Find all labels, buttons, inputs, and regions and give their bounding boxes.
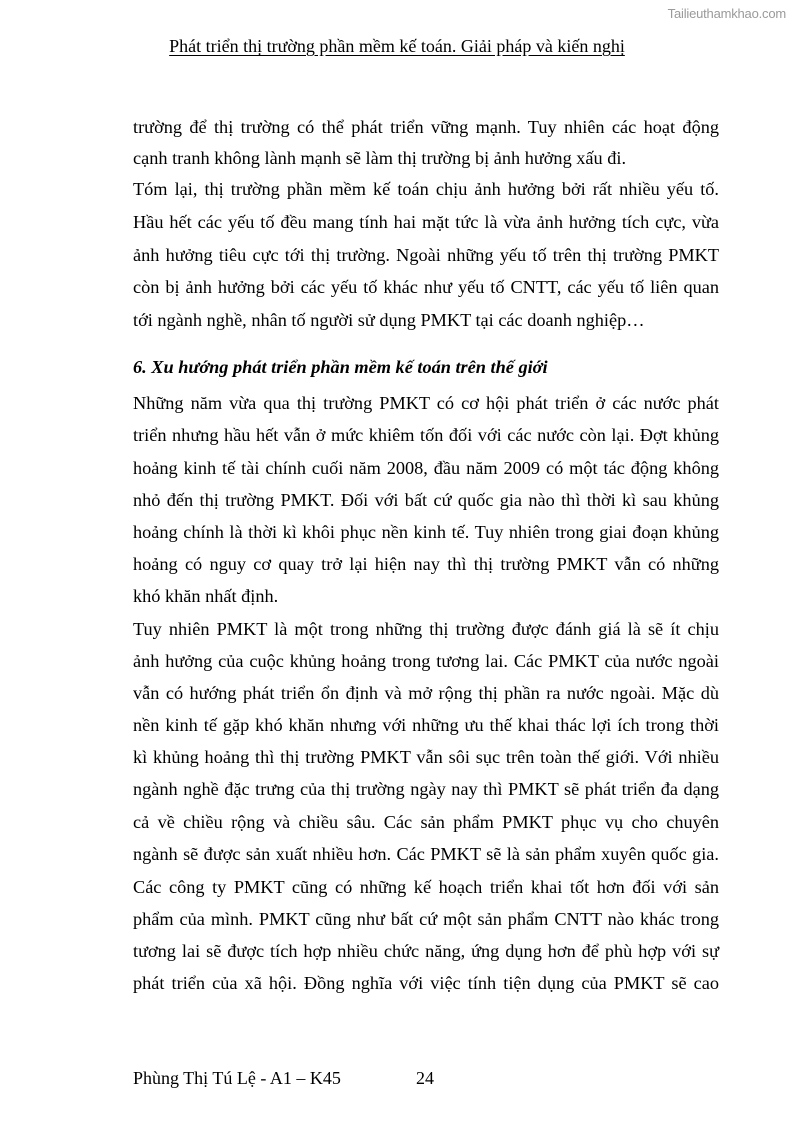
paragraph-line: ảnh hưởng tiêu cực tới thị trường. Ngoài những yếu tố trên thị trường PMKT bbox=[133, 245, 719, 265]
watermark: Tailieuthamkhao.com bbox=[667, 6, 786, 21]
paragraph-line: cạnh tranh không lành mạnh sẽ làm thị trường bị ảnh hưởng xấu đi. bbox=[133, 148, 627, 168]
paragraph-line: Các công ty PMKT cũng có những kế hoạch triển khai tốt hơn đối với sản bbox=[133, 877, 719, 897]
paragraph-line: khó khăn nhất định. bbox=[133, 586, 279, 606]
paragraph-line: Tuy nhiên PMKT là một trong những thị trường được đánh giá là sẽ ít chịu bbox=[133, 619, 719, 639]
paragraph-line: tương lai sẽ được tích hợp nhiều chức năng, ứng dụng hơn để phù hợp với sự bbox=[133, 941, 719, 961]
paragraph-line: phẩm của mình. PMKT cũng như bất cứ một sản phẩm CNTT nào khác trong bbox=[133, 909, 719, 929]
paragraph-line: hoảng kinh tế tài chính cuối năm 2008, đầu năm 2009 có một tác động không bbox=[133, 458, 719, 478]
paragraph-line: nền kinh tế gặp khó khăn nhưng với những ưu thế khai thác lợi ích trong thời bbox=[133, 715, 719, 735]
header-title: Phát triển thị trường phần mềm kế toán. Giải pháp và kiến nghị bbox=[169, 36, 625, 56]
footer-author: Phùng Thị Tú Lệ - A1 – K45 bbox=[133, 1068, 341, 1088]
paragraph-line: còn bị ảnh hưởng bởi các yếu tố khác như yếu tố CNTT, các yếu tố liên quan bbox=[133, 277, 719, 297]
paragraph-line: cả về chiều rộng và chiều sâu. Các sản phẩm PMKT phục vụ cho chuyên bbox=[133, 812, 719, 832]
paragraph-line: Hầu hết các yếu tố đều mang tính hai mặt tức là vừa ảnh hưởng tích cực, vừa bbox=[133, 212, 719, 232]
paragraph-line: Những năm vừa qua thị trường PMKT có cơ hội phát triển ở các nước phát bbox=[133, 393, 719, 413]
paragraph-line: hoảng có nguy cơ quay trở lại hiện nay thì thị trường PMKT vẫn có những bbox=[133, 554, 719, 574]
paragraph-line: nhỏ đến thị trường PMKT. Đối với bất cứ quốc gia nào thì thời kì sau khủng bbox=[133, 490, 719, 510]
paragraph-line: kì khủng hoảng thì thị trường PMKT vẫn sôi sục trên toàn thế giới. Với nhiều bbox=[133, 747, 719, 767]
section-heading: 6. Xu hướng phát triển phần mềm kế toán trên thế giới bbox=[133, 357, 548, 377]
paragraph-line: tới ngành nghề, nhân tố người sử dụng PMKT tại các doanh nghiệp… bbox=[133, 310, 645, 330]
paragraph-line: hoảng chính là thời kì khôi phục nền kinh tế. Tuy nhiên trong giai đoạn khủng bbox=[133, 522, 719, 542]
paragraph-line: vẫn có hướng phát triển ổn định và mở rộng thị phần ra nước ngoài. Mặc dù bbox=[133, 683, 719, 703]
paragraph-line: ảnh hưởng của cuộc khủng hoảng trong tương lai. Các PMKT của nước ngoài bbox=[133, 651, 719, 671]
paragraph-line: ngành nghề đặc trưng của thị trường ngày nay thì PMKT sẽ phát triển đa dạng bbox=[133, 779, 719, 799]
paragraph-line: phát triển của xã hội. Đồng nghĩa với việc tính tiện dụng của PMKT sẽ cao bbox=[133, 973, 719, 993]
paragraph-line: Tóm lại, thị trường phần mềm kế toán chịu ảnh hưởng bởi rất nhiều yếu tố. bbox=[133, 179, 719, 199]
paragraph-line: triển nhưng hầu hết vẫn ở mức khiêm tốn đối với các nước còn lại. Đợt khủng bbox=[133, 425, 719, 445]
paragraph-line: ngành sẽ được sản xuất nhiều hơn. Các PMKT sẽ là sản phẩm xuyên quốc gia. bbox=[133, 844, 719, 864]
page-header bbox=[0, 36, 794, 57]
paragraph-line: trường để thị trường có thể phát triển vững mạnh. Tuy nhiên các hoạt động bbox=[133, 117, 719, 137]
page-number: 24 bbox=[416, 1068, 434, 1088]
